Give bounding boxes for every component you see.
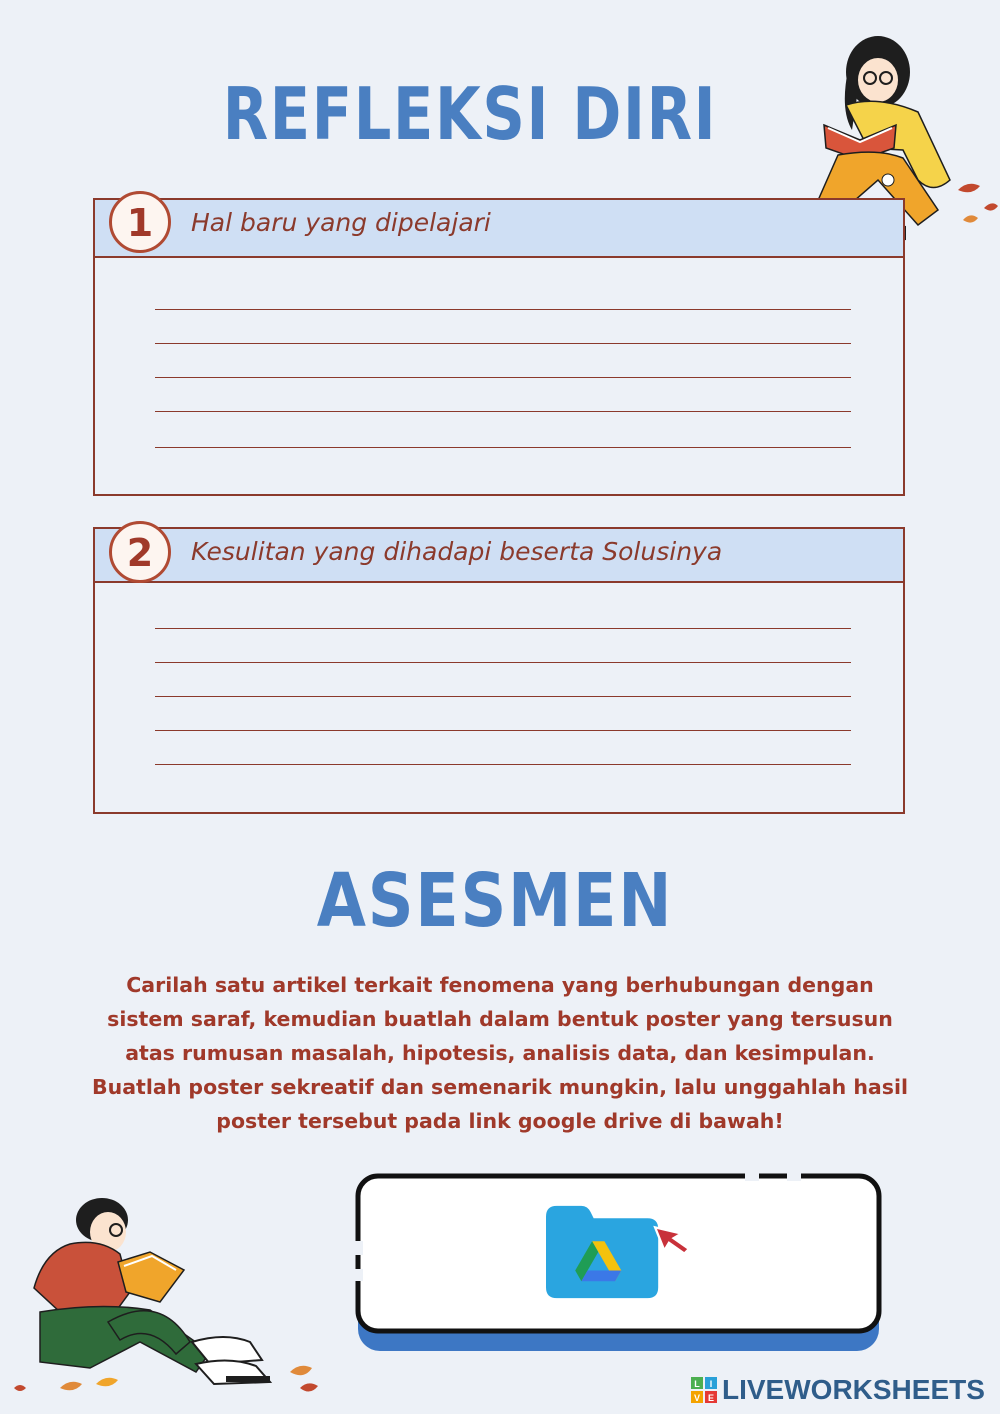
svg-text:I: I bbox=[709, 1379, 713, 1389]
instruction-line: atas rumusan masalah, hipotesis, analisis data, dan kesimpulan. bbox=[125, 1041, 875, 1065]
assessment-title: ASESMEN bbox=[316, 858, 674, 944]
liveworksheets-watermark bbox=[690, 1373, 985, 1407]
section-heading: Hal baru yang dipelajari bbox=[191, 208, 491, 237]
writing-line[interactable] bbox=[155, 447, 851, 448]
section-header-2 bbox=[95, 529, 903, 583]
writing-line[interactable] bbox=[155, 696, 851, 697]
instruction-line: sistem saraf, kemudian buatlah dalam bentuk poster yang tersusun bbox=[107, 1007, 893, 1031]
section-header-1 bbox=[95, 200, 903, 258]
instruction-line: Buatlah poster sekreatif dan semenarik mungkin, lalu unggahlah hasil bbox=[91, 1075, 909, 1099]
writing-line[interactable] bbox=[155, 730, 851, 731]
reflection-box-2 bbox=[93, 527, 905, 814]
writing-line[interactable] bbox=[155, 628, 851, 629]
liveworksheets-logo-icon bbox=[690, 1376, 718, 1404]
svg-text:V: V bbox=[693, 1393, 701, 1403]
instruction-line: poster tersebut pada link google drive di bawah! bbox=[216, 1109, 784, 1133]
reflection-box-1 bbox=[93, 198, 905, 496]
svg-text:L: L bbox=[694, 1379, 700, 1389]
writing-line[interactable] bbox=[155, 662, 851, 663]
cursor-arrow-icon bbox=[655, 1227, 689, 1253]
writing-line[interactable] bbox=[155, 343, 851, 344]
writing-line[interactable] bbox=[155, 377, 851, 378]
page-title: REFLEKSI DIRI bbox=[222, 72, 718, 156]
number-badge: 1 bbox=[109, 191, 171, 253]
svg-text:E: E bbox=[707, 1393, 715, 1403]
watermark-text: LIVEWORKSHEETS bbox=[722, 1374, 985, 1405]
number-badge: 2 bbox=[109, 521, 171, 583]
writing-line[interactable] bbox=[155, 411, 851, 412]
boy-reading-illustration bbox=[0, 1192, 330, 1404]
instruction-line: Carilah satu artikel terkait fenomena yang berhubungan dengan bbox=[126, 973, 874, 997]
assessment-instruction bbox=[90, 968, 910, 1138]
writing-line[interactable] bbox=[155, 764, 851, 765]
section-heading: Kesulitan yang dihadapi beserta Solusinya bbox=[191, 537, 723, 566]
writing-line[interactable] bbox=[155, 309, 851, 310]
google-drive-folder-icon[interactable] bbox=[546, 1192, 692, 1312]
